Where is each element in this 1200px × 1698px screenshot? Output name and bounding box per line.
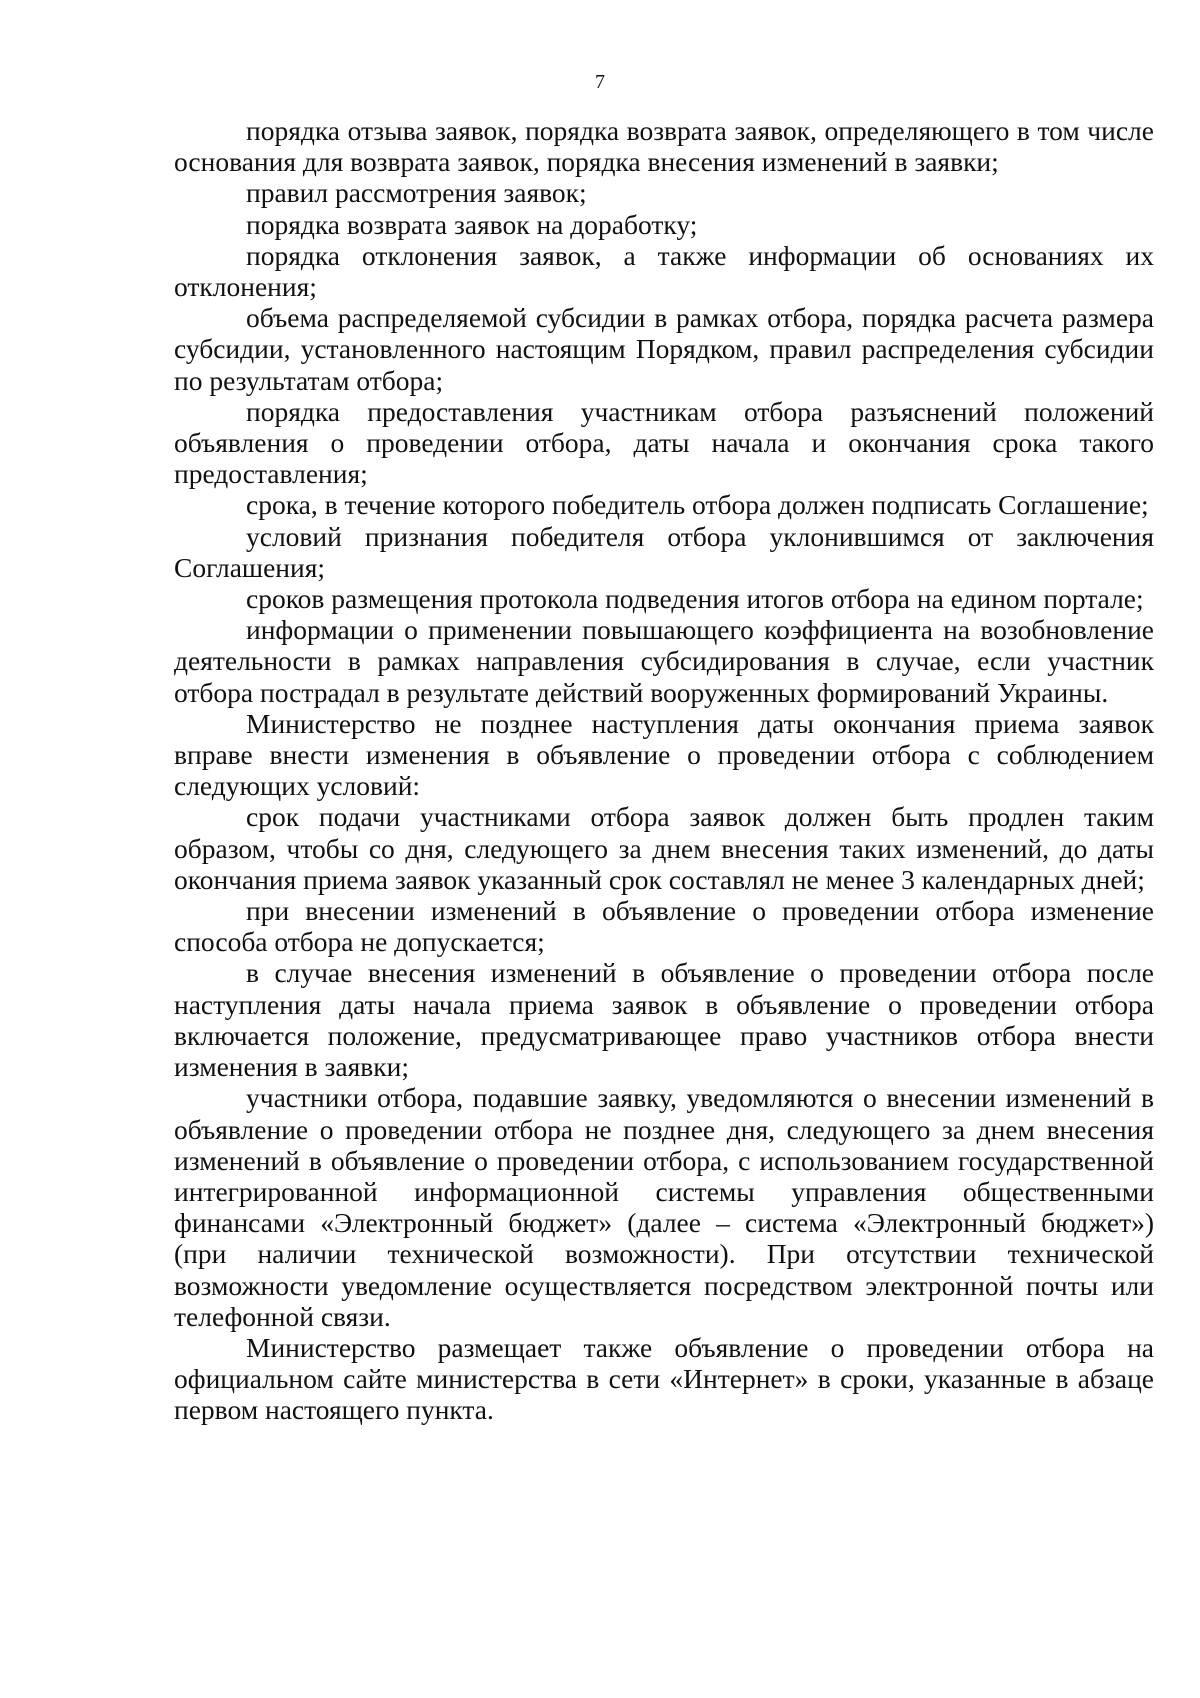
paragraph: порядка предоставления участникам отбора разъяснений положений объявления о проведении отбора, даты начала и окончания срока такого предоставления; <box>174 395 1154 490</box>
paragraph: порядка отклонения заявок, а также информации об основаниях их отклонения; <box>174 239 1154 303</box>
paragraph: правил рассмотрения заявок; <box>246 177 587 209</box>
paragraph: в случае внесения изменений в объявление о проведении отбора после наступления даты начала приема заявок в объявление о проведении отбора включается положение, предусматривающее право участников отбора внести изменения в заявки; <box>174 957 1154 1083</box>
paragraph: информации о применении повышающего коэффициента на возобновление деятельности в рамках направления субсидирования в случае, если участник отбора пострадал в результате действий вооруженных формирований Украины. <box>174 614 1154 708</box>
paragraph: срока, в течение которого победитель отбора должен подписать Соглашение; <box>246 489 1149 521</box>
paragraph: порядка отзыва заявок, порядка возврата заявок, определяющего в том числе основания для возврата заявок, порядка внесения изменений в заявки; <box>174 115 1154 178</box>
document-body <box>174 115 1154 1426</box>
page-number: 7 <box>595 71 605 93</box>
paragraph: срок подачи участниками отбора заявок должен быть продлен таким образом, чтобы со дня, следующего за днем внесения таких изменений, до даты окончания приема заявок указанный срок составлял не менее 3 календарных дней; <box>174 801 1154 895</box>
paragraph: объема распределяемой субсидии в рамках отбора, порядка расчета размера субсидии, установленного настоящим Порядком, правил распределения субсидии по результатам отбора; <box>174 302 1154 396</box>
paragraph: участники отбора, подавшие заявку, уведомляются о внесении изменений в объявление о проведении отбора не позднее дня, следующего за днем внесения изменений в объявление о проведении отбора, с использованием государственной интегрированной информационной системы управления общественными финансами «Электронный бюджет» (далее – система «Электронный бюджет») (при наличии технической возможности). При отсутствии технической возможности уведомление осуществляется посредством электронной почты или телефонной связи. <box>174 1082 1154 1332</box>
paragraph: Министерство размещает также объявление о проведении отбора на официальном сайте министерства в сети «Интернет» в сроки, указанные в абзаце первом настоящего пункта. <box>174 1331 1154 1426</box>
paragraph: сроков размещения протокола подведения итогов отбора на едином портале; <box>246 583 1144 615</box>
paragraph: условий признания победителя отбора уклонившимся от заключения Соглашения; <box>174 520 1154 583</box>
paragraph: при внесении изменений в объявление о проведении отбора изменение способа отбора не допускается; <box>174 895 1154 958</box>
paragraph: порядка возврата заявок на доработку; <box>246 208 698 240</box>
paragraph: Министерство не позднее наступления даты окончания приема заявок вправе внести изменения в объявление о проведении отбора с соблюдением следующих условий: <box>174 707 1154 802</box>
